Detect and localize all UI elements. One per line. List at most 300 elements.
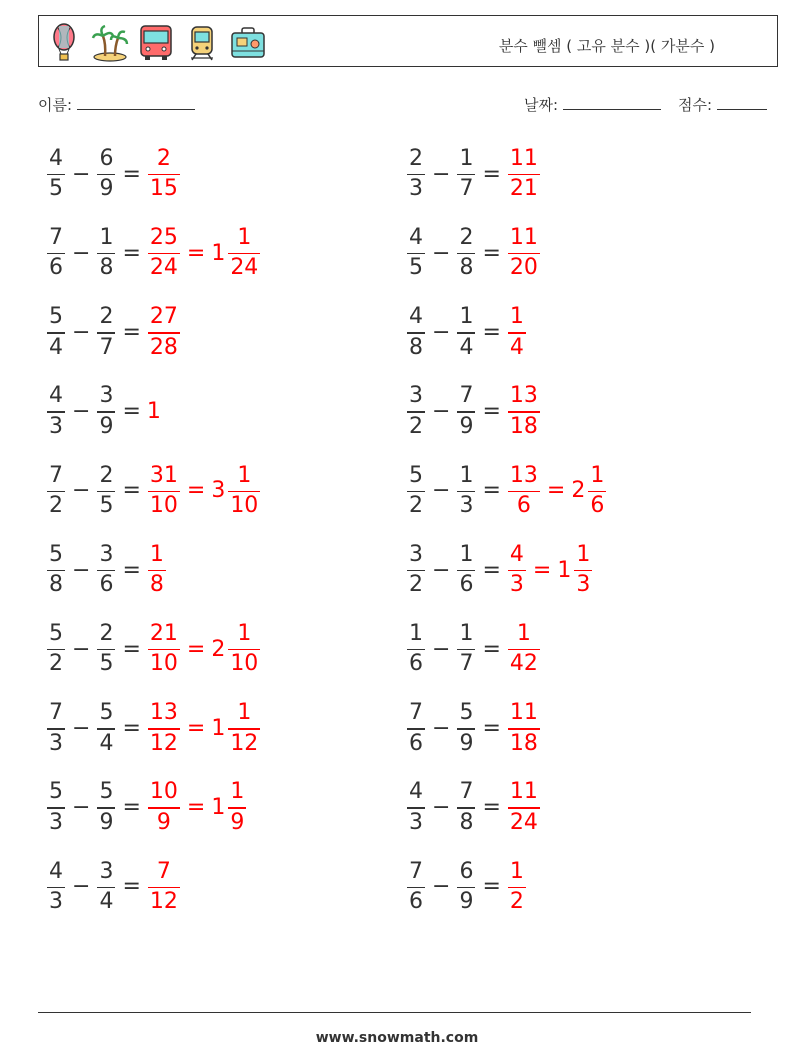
answer bbox=[145, 306, 183, 359]
problem-item bbox=[404, 302, 529, 362]
fraction-bar bbox=[97, 887, 115, 889]
denominator: 5 bbox=[99, 651, 114, 677]
answer-fraction bbox=[508, 781, 540, 834]
numerator: 1 bbox=[459, 145, 474, 171]
fraction-bar bbox=[457, 253, 475, 255]
mixed-fraction bbox=[228, 781, 246, 834]
first-fraction bbox=[47, 541, 65, 598]
fraction-bar bbox=[457, 570, 475, 572]
fraction-bar bbox=[228, 728, 260, 730]
denominator: 21 bbox=[509, 176, 538, 202]
minus-sign: − bbox=[432, 557, 451, 583]
answer-fraction bbox=[508, 620, 540, 677]
fraction-bar bbox=[97, 253, 115, 255]
first-fraction bbox=[407, 858, 425, 915]
numerator: 1 bbox=[459, 304, 474, 330]
numerator: 1 bbox=[237, 700, 252, 726]
problem-item bbox=[44, 461, 263, 521]
denominator: 2 bbox=[409, 413, 423, 439]
numerator: 7 bbox=[49, 462, 63, 488]
second-fraction bbox=[457, 620, 475, 677]
numerator: 2 bbox=[156, 145, 171, 171]
answer-fraction bbox=[148, 541, 166, 598]
equals-sign: = bbox=[482, 795, 501, 821]
first-fraction bbox=[47, 306, 65, 359]
numerator: 5 bbox=[409, 462, 423, 488]
answer bbox=[505, 385, 543, 438]
numerator: 1 bbox=[459, 462, 474, 488]
first-fraction bbox=[47, 145, 65, 202]
equals-sign: = bbox=[122, 240, 141, 266]
denominator: 12 bbox=[149, 889, 178, 915]
denominator: 28 bbox=[149, 334, 178, 360]
answer bbox=[145, 858, 183, 915]
denominator: 6 bbox=[516, 493, 531, 519]
first-fraction bbox=[47, 462, 65, 519]
numerator: 1 bbox=[509, 304, 524, 330]
numerator: 4 bbox=[49, 858, 63, 884]
answer-fraction bbox=[508, 306, 526, 359]
score-label: 점수: bbox=[678, 96, 713, 114]
numerator: 7 bbox=[49, 700, 63, 726]
answer-fraction bbox=[148, 702, 180, 755]
problem-item bbox=[44, 619, 263, 679]
denominator: 8 bbox=[409, 334, 423, 360]
second-fraction bbox=[97, 145, 115, 202]
fraction-bar bbox=[148, 491, 180, 493]
answer-fraction bbox=[508, 145, 540, 202]
second-fraction bbox=[457, 385, 475, 438]
numerator: 5 bbox=[49, 541, 63, 567]
numerator: 2 bbox=[99, 462, 114, 488]
numerator: 3 bbox=[99, 541, 114, 567]
answer bbox=[505, 620, 543, 677]
numerator: 1 bbox=[237, 224, 252, 250]
numerator: 2 bbox=[459, 224, 474, 250]
answer-fraction bbox=[148, 858, 180, 915]
first-fraction bbox=[47, 858, 65, 915]
minus-sign: − bbox=[432, 399, 451, 425]
fraction-bar bbox=[508, 411, 540, 413]
fraction-bar bbox=[508, 253, 540, 255]
numerator: 7 bbox=[409, 700, 423, 726]
denominator: 3 bbox=[459, 493, 474, 519]
numerator: 1 bbox=[509, 858, 524, 884]
answer-fraction bbox=[148, 781, 180, 834]
denominator: 20 bbox=[509, 255, 538, 281]
first-fraction bbox=[47, 385, 65, 438]
numerator: 5 bbox=[459, 700, 474, 726]
mixed-fraction bbox=[228, 462, 260, 519]
minus-sign: − bbox=[432, 240, 451, 266]
denominator: 12 bbox=[230, 730, 259, 756]
numerator: 2 bbox=[99, 620, 114, 646]
denominator: 5 bbox=[99, 493, 114, 519]
numerator: 27 bbox=[149, 304, 178, 330]
denominator: 4 bbox=[459, 334, 474, 360]
fraction-bar bbox=[97, 570, 115, 572]
numerator: 7 bbox=[409, 858, 423, 884]
numerator: 4 bbox=[409, 304, 423, 330]
equals-sign: = bbox=[122, 715, 141, 741]
fraction-bar bbox=[508, 649, 540, 651]
mixed-fraction bbox=[228, 702, 260, 755]
fraction-bar bbox=[508, 174, 540, 176]
first-fraction bbox=[407, 462, 425, 519]
denominator: 42 bbox=[509, 651, 538, 677]
answer-fraction bbox=[508, 385, 540, 438]
mixed-whole: 3 bbox=[211, 478, 226, 504]
numerator: 1 bbox=[237, 462, 252, 488]
numerator: 1 bbox=[576, 541, 591, 567]
denominator: 4 bbox=[49, 334, 63, 360]
numerator: 1 bbox=[237, 620, 252, 646]
numerator: 13 bbox=[509, 383, 538, 409]
answer-fraction bbox=[148, 306, 180, 359]
mixed-fraction bbox=[574, 541, 592, 598]
fraction-bar bbox=[407, 253, 425, 255]
second-fraction bbox=[97, 781, 115, 834]
second-fraction bbox=[457, 462, 475, 519]
equals-sign: = bbox=[482, 636, 501, 662]
fraction-bar bbox=[148, 728, 180, 730]
fraction-bar bbox=[508, 570, 526, 572]
numerator: 1 bbox=[459, 620, 474, 646]
fraction-bar bbox=[148, 174, 180, 176]
equals-sign: = bbox=[482, 240, 501, 266]
fraction-bar bbox=[508, 887, 526, 889]
denominator: 6 bbox=[590, 493, 605, 519]
denominator: 24 bbox=[230, 255, 259, 281]
minus-sign: − bbox=[72, 795, 91, 821]
fraction-bar bbox=[47, 649, 65, 651]
fraction-bar bbox=[407, 728, 425, 730]
fraction-bar bbox=[148, 570, 166, 572]
fraction-bar bbox=[457, 728, 475, 730]
problem-item bbox=[404, 540, 595, 600]
first-fraction bbox=[407, 306, 425, 359]
numerator: 4 bbox=[409, 224, 423, 250]
fraction-bar bbox=[148, 253, 180, 255]
denominator: 9 bbox=[99, 176, 114, 202]
fraction-bar bbox=[47, 570, 65, 572]
equals-sign: = bbox=[122, 399, 141, 425]
numerator: 7 bbox=[156, 858, 171, 884]
equals-sign: = bbox=[122, 874, 141, 900]
fraction-bar bbox=[588, 491, 606, 493]
numerator: 7 bbox=[459, 779, 474, 805]
fraction-bar bbox=[47, 807, 65, 809]
numerator: 1 bbox=[99, 224, 114, 250]
denominator: 8 bbox=[459, 809, 474, 835]
fraction-bar bbox=[407, 649, 425, 651]
fraction-bar bbox=[47, 253, 65, 255]
numerator: 5 bbox=[99, 700, 114, 726]
fraction-bar bbox=[97, 807, 115, 809]
answer bbox=[145, 145, 183, 202]
denominator: 24 bbox=[509, 809, 538, 835]
numerator: 1 bbox=[459, 541, 474, 567]
worksheet-title: 분수 뺄셈 ( 고유 분수 )( 가분수 ) bbox=[498, 37, 715, 55]
answer bbox=[505, 541, 595, 598]
denominator: 3 bbox=[509, 572, 524, 598]
mixed-fraction bbox=[228, 620, 260, 677]
mixed-fraction bbox=[588, 462, 606, 519]
second-fraction bbox=[97, 306, 115, 359]
denominator: 2 bbox=[49, 493, 63, 519]
second-fraction bbox=[97, 385, 115, 438]
fraction-bar bbox=[457, 174, 475, 176]
fraction-bar bbox=[97, 332, 115, 334]
numerator: 3 bbox=[409, 541, 423, 567]
minus-sign: − bbox=[72, 240, 91, 266]
denominator: 6 bbox=[99, 572, 114, 598]
problem-item bbox=[44, 778, 249, 838]
mixed-equals-sign: = bbox=[186, 636, 206, 662]
fraction-bar bbox=[457, 332, 475, 334]
minus-sign: − bbox=[72, 161, 91, 187]
problem-item bbox=[44, 857, 183, 917]
denominator: 9 bbox=[459, 889, 474, 915]
numerator: 25 bbox=[149, 224, 178, 250]
problem-item bbox=[404, 698, 543, 758]
denominator: 7 bbox=[459, 651, 474, 677]
answer bbox=[505, 462, 609, 519]
denominator: 4 bbox=[99, 889, 114, 915]
problem-item bbox=[44, 223, 263, 283]
mixed-equals-sign: = bbox=[186, 795, 206, 821]
fraction-bar bbox=[228, 253, 260, 255]
fraction-bar bbox=[457, 411, 475, 413]
equals-sign: = bbox=[122, 636, 141, 662]
equals-sign: = bbox=[122, 319, 141, 345]
minus-sign: − bbox=[72, 399, 91, 425]
numerator: 5 bbox=[49, 304, 63, 330]
denominator: 3 bbox=[409, 176, 423, 202]
mixed-whole: 2 bbox=[211, 636, 226, 662]
date-label: 날짜: bbox=[524, 96, 559, 114]
first-fraction bbox=[407, 145, 425, 202]
fraction-bar bbox=[407, 332, 425, 334]
denominator: 7 bbox=[459, 176, 474, 202]
denominator: 6 bbox=[409, 730, 423, 756]
problem-item bbox=[404, 144, 543, 204]
minus-sign: − bbox=[432, 319, 451, 345]
fraction-bar bbox=[228, 491, 260, 493]
minus-sign: − bbox=[432, 161, 451, 187]
denominator: 8 bbox=[99, 255, 114, 281]
answer bbox=[145, 781, 249, 834]
minus-sign: − bbox=[432, 636, 451, 662]
answer-fraction bbox=[508, 462, 540, 519]
problem-item bbox=[44, 698, 263, 758]
fraction-bar bbox=[47, 728, 65, 730]
numerator: 13 bbox=[149, 700, 178, 726]
equals-sign: = bbox=[122, 557, 141, 583]
answer bbox=[505, 858, 529, 915]
denominator: 3 bbox=[409, 809, 423, 835]
denominator: 15 bbox=[149, 176, 178, 202]
answer bbox=[145, 399, 161, 424]
numerator: 3 bbox=[99, 383, 114, 409]
fraction-bar bbox=[148, 332, 180, 334]
fraction-bar bbox=[97, 728, 115, 730]
answer-fraction bbox=[148, 462, 180, 519]
denominator: 6 bbox=[409, 889, 423, 915]
fraction-bar bbox=[148, 807, 180, 809]
denominator: 10 bbox=[149, 493, 178, 519]
numerator: 3 bbox=[99, 858, 114, 884]
numerator: 5 bbox=[99, 779, 114, 805]
numerator: 5 bbox=[49, 779, 63, 805]
denominator: 3 bbox=[49, 809, 63, 835]
numerator: 7 bbox=[459, 383, 474, 409]
minus-sign: − bbox=[432, 795, 451, 821]
footer-url: www.snowmath.com bbox=[315, 1030, 479, 1046]
fraction-bar bbox=[97, 491, 115, 493]
minus-sign: − bbox=[72, 478, 91, 504]
answer bbox=[505, 145, 543, 202]
denominator: 2 bbox=[509, 889, 524, 915]
equals-sign: = bbox=[482, 399, 501, 425]
mixed-whole: 1 bbox=[557, 557, 572, 583]
denominator: 9 bbox=[230, 809, 245, 835]
fraction-bar bbox=[407, 411, 425, 413]
fraction-bar bbox=[457, 807, 475, 809]
minus-sign: − bbox=[72, 319, 91, 345]
denominator: 7 bbox=[99, 334, 114, 360]
equals-sign: = bbox=[122, 795, 141, 821]
denominator: 2 bbox=[409, 572, 423, 598]
numerator: 11 bbox=[509, 700, 538, 726]
fraction-bar bbox=[47, 491, 65, 493]
fraction-bar bbox=[457, 649, 475, 651]
problem-item bbox=[404, 461, 609, 521]
numerator: 11 bbox=[509, 779, 538, 805]
denominator: 9 bbox=[459, 413, 474, 439]
mixed-fraction bbox=[228, 224, 260, 281]
minus-sign: − bbox=[432, 874, 451, 900]
first-fraction bbox=[407, 620, 425, 677]
fraction-bar bbox=[457, 491, 475, 493]
equals-sign: = bbox=[482, 715, 501, 741]
fraction-bar bbox=[97, 174, 115, 176]
fraction-bar bbox=[47, 332, 65, 334]
denominator: 10 bbox=[149, 651, 178, 677]
denominator: 9 bbox=[99, 809, 114, 835]
answer bbox=[505, 702, 543, 755]
mixed-equals-sign: = bbox=[546, 478, 566, 504]
answer bbox=[505, 781, 543, 834]
fraction-bar bbox=[407, 570, 425, 572]
fraction-bar bbox=[574, 570, 592, 572]
numerator: 6 bbox=[459, 858, 474, 884]
denominator: 4 bbox=[509, 334, 524, 360]
name-label: 이름: bbox=[38, 96, 73, 114]
answer-fraction bbox=[508, 541, 526, 598]
numerator: 10 bbox=[149, 779, 178, 805]
denominator: 24 bbox=[149, 255, 178, 281]
minus-sign: − bbox=[432, 715, 451, 741]
second-fraction bbox=[97, 858, 115, 915]
fraction-bar bbox=[407, 491, 425, 493]
second-fraction bbox=[457, 541, 475, 598]
mixed-whole: 1 bbox=[211, 240, 226, 266]
answer-fraction bbox=[148, 145, 180, 202]
denominator: 6 bbox=[409, 651, 423, 677]
problem-item bbox=[404, 857, 529, 917]
second-fraction bbox=[97, 462, 115, 519]
answer-fraction bbox=[148, 224, 180, 281]
first-fraction bbox=[47, 620, 65, 677]
first-fraction bbox=[47, 781, 65, 834]
denominator: 10 bbox=[230, 651, 259, 677]
minus-sign: − bbox=[72, 715, 91, 741]
equals-sign: = bbox=[482, 161, 501, 187]
first-fraction bbox=[407, 541, 425, 598]
answer bbox=[145, 620, 263, 677]
first-fraction bbox=[47, 702, 65, 755]
equals-sign: = bbox=[482, 557, 501, 583]
first-fraction bbox=[407, 385, 425, 438]
denominator: 3 bbox=[49, 889, 63, 915]
denominator: 2 bbox=[409, 493, 423, 519]
answer-fraction bbox=[508, 702, 540, 755]
fraction-bar bbox=[228, 807, 246, 809]
denominator: 6 bbox=[459, 572, 474, 598]
second-fraction bbox=[457, 702, 475, 755]
numerator: 1 bbox=[590, 462, 605, 488]
problem-item bbox=[44, 382, 161, 442]
fraction-bar bbox=[508, 728, 540, 730]
answer bbox=[145, 224, 263, 281]
denominator: 3 bbox=[49, 413, 63, 439]
second-fraction bbox=[97, 620, 115, 677]
answer-fraction bbox=[508, 858, 526, 915]
fraction-bar bbox=[47, 174, 65, 176]
numerator: 11 bbox=[509, 224, 538, 250]
equals-sign: = bbox=[122, 161, 141, 187]
second-fraction bbox=[97, 702, 115, 755]
denominator: 8 bbox=[49, 572, 63, 598]
fraction-bar bbox=[97, 649, 115, 651]
fraction-bar bbox=[457, 887, 475, 889]
fraction-bar bbox=[407, 887, 425, 889]
denominator: 18 bbox=[509, 730, 538, 756]
answer bbox=[505, 224, 543, 281]
denominator: 9 bbox=[459, 730, 474, 756]
second-fraction bbox=[457, 306, 475, 359]
numerator: 21 bbox=[149, 620, 178, 646]
problem-item bbox=[404, 223, 543, 283]
numerator: 4 bbox=[509, 541, 524, 567]
minus-sign: − bbox=[72, 636, 91, 662]
denominator: 18 bbox=[509, 413, 538, 439]
fraction-bar bbox=[97, 411, 115, 413]
denominator: 10 bbox=[230, 493, 259, 519]
mixed-equals-sign: = bbox=[532, 557, 552, 583]
equals-sign: = bbox=[482, 874, 501, 900]
numerator: 4 bbox=[49, 383, 63, 409]
numerator: 7 bbox=[49, 224, 63, 250]
answer bbox=[505, 306, 529, 359]
denominator: 5 bbox=[409, 255, 423, 281]
fraction-bar bbox=[508, 332, 526, 334]
second-fraction bbox=[97, 541, 115, 598]
numerator: 2 bbox=[99, 304, 114, 330]
equals-sign: = bbox=[482, 319, 501, 345]
fraction-bar bbox=[228, 649, 260, 651]
